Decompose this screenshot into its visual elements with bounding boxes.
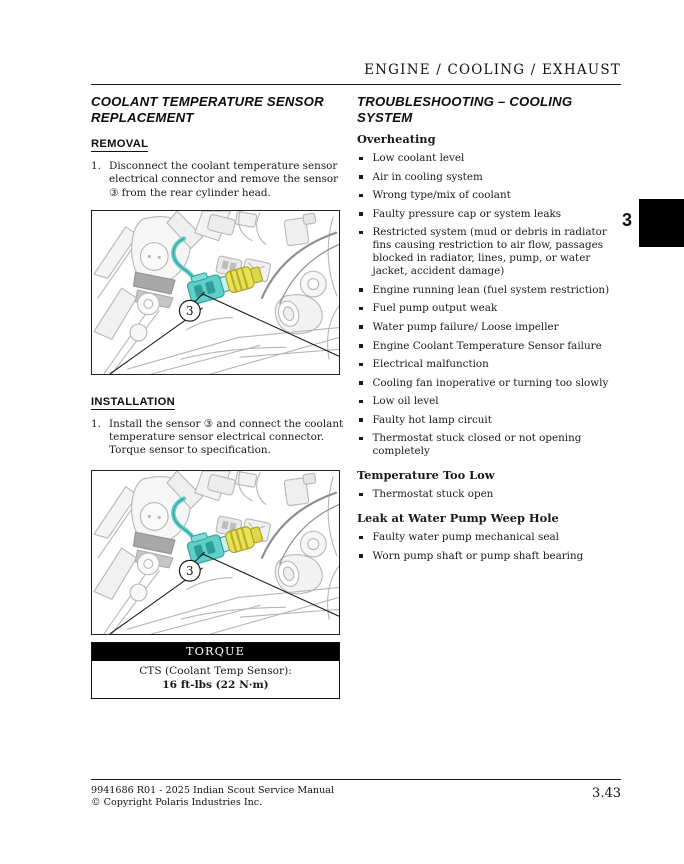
overheating-list — [357, 152, 625, 458]
step-number: 1. — [91, 160, 101, 173]
list-item-text: Engine running lean (fuel system restriction) — [372, 283, 610, 296]
section-title-replacement: COOLANT TEMPERATURE SENSOR REPLACEMENT — [91, 94, 324, 125]
figure-removal — [91, 210, 340, 375]
figure-removal-illustration — [92, 211, 339, 374]
list-item — [357, 171, 625, 184]
bullet-icon — [359, 157, 363, 161]
list-item-text: Faulty pressure cap or system leaks — [372, 207, 562, 220]
bullet-icon — [359, 418, 363, 422]
list-item-text: Air in cooling system — [372, 170, 483, 183]
page-header-title: ENGINE / COOLING / EXHAUST — [364, 62, 621, 78]
bullet-icon — [359, 381, 363, 385]
list-item — [357, 395, 625, 408]
right-column — [357, 94, 625, 568]
bullet-icon — [359, 194, 363, 198]
bullet-icon — [359, 493, 363, 497]
list-item — [357, 226, 625, 278]
step-text: Disconnect the coolant temperature sensor electrical connector and remove the sensor ③ from the rear cylinder head. — [109, 160, 339, 199]
bullet-icon — [359, 231, 363, 235]
bullet-icon — [359, 325, 363, 329]
bullet-icon — [359, 437, 363, 441]
list-item-text: Water pump failure/ Loose impeller — [372, 320, 559, 333]
removal-step-1 — [91, 160, 345, 200]
installation-heading: INSTALLATION — [91, 395, 175, 408]
chapter-tab — [639, 199, 684, 247]
subhead-overheating: Overheating — [357, 132, 436, 147]
bullet-icon — [359, 363, 363, 367]
bullet-icon — [359, 344, 363, 348]
list-item-text: Low coolant level — [372, 152, 465, 165]
footer-copyright: © Copyright Polaris Industries Inc. — [91, 797, 263, 809]
list-item — [357, 488, 625, 501]
list-item-text: Electrical malfunction — [372, 358, 489, 371]
list-item — [357, 189, 625, 202]
bullet-icon — [359, 554, 363, 558]
list-item — [357, 432, 625, 458]
list-item-text: Faulty water pump mechanical seal — [372, 531, 559, 544]
torque-box-header: TORQUE — [92, 643, 339, 661]
bullet-icon — [359, 307, 363, 311]
list-item — [357, 377, 625, 390]
figure-installation-illustration — [92, 471, 339, 634]
page-number: 3.43 — [592, 786, 621, 801]
torque-spec-label: CTS (Coolant Temp Sensor): — [139, 665, 292, 678]
bullet-icon — [359, 212, 363, 216]
list-item-text: Thermostat stuck closed or not opening completely — [372, 432, 582, 458]
footer-manual-id: 9941686 R01 - 2025 Indian Scout Service Manual — [91, 785, 335, 796]
list-item-text: Engine Coolant Temperature Sensor failure — [372, 339, 602, 352]
list-item — [357, 321, 625, 334]
installation-step-1 — [91, 418, 345, 458]
list-item — [357, 414, 625, 427]
step-text: Install the sensor ③ and connect the coolant temperature sensor electrical connector. Torque sensor to specification. — [109, 417, 344, 457]
list-item-text: Thermostat stuck open — [372, 488, 494, 501]
subhead-leak-weep-hole: Leak at Water Pump Weep Hole — [357, 511, 559, 526]
list-item — [357, 531, 625, 544]
list-item-text: Restricted system (mud or debris in radiator fins causing restriction to air flow, passages blocked in radiator, lines, pump, or water jacket, accident damage) — [372, 226, 607, 278]
torque-spec-value: 16 ft-lbs (22 N·m) — [162, 679, 269, 692]
temperature-too-low-list — [357, 488, 625, 501]
bullet-icon — [359, 400, 363, 404]
step-number: 1. — [91, 417, 101, 430]
list-item — [357, 302, 625, 315]
figure-installation — [91, 470, 340, 635]
section-title-troubleshooting: TROUBLESHOOTING – COOLING SYSTEM — [357, 94, 573, 125]
torque-spec-box — [91, 642, 340, 699]
torque-box-body — [92, 661, 339, 698]
list-item — [357, 208, 625, 221]
list-item-text: Wrong type/mix of coolant — [372, 189, 511, 202]
bullet-icon — [359, 288, 363, 292]
bullet-icon — [359, 536, 363, 540]
list-item-text: Fuel pump output weak — [372, 302, 498, 315]
header-rule — [91, 84, 621, 85]
bullet-icon — [359, 175, 363, 179]
list-item — [357, 358, 625, 371]
footer-info — [91, 785, 334, 810]
list-item-text: Cooling fan inoperative or turning too slowly — [372, 376, 609, 389]
list-item-text: Worn pump shaft or pump shaft bearing — [372, 549, 584, 562]
leak-weep-hole-list — [357, 531, 625, 563]
list-item-text: Low oil level — [372, 395, 439, 408]
list-item — [357, 340, 625, 353]
left-column — [91, 94, 345, 699]
list-item — [357, 152, 625, 165]
list-item-text: Faulty hot lamp circuit — [372, 413, 492, 426]
list-item — [357, 550, 625, 563]
subhead-temperature-too-low: Temperature Too Low — [357, 468, 495, 483]
footer-rule — [91, 779, 621, 780]
chapter-number: 3 — [621, 210, 632, 230]
list-item — [357, 284, 625, 297]
removal-heading: REMOVAL — [91, 138, 149, 151]
